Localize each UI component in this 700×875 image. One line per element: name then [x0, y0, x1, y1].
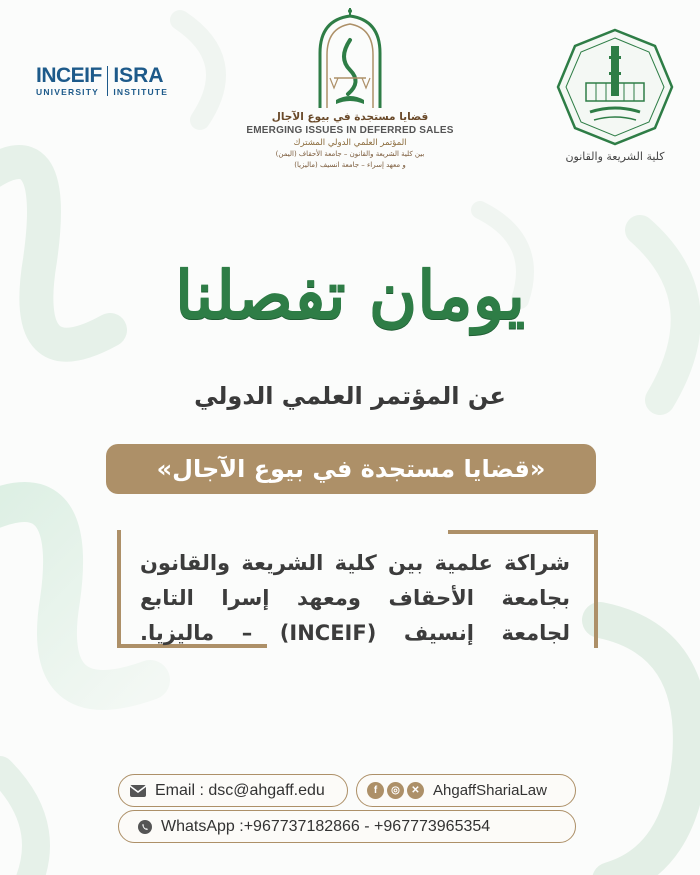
body-line-1: شراكة علمية بين كلية الشريعة والقانون	[140, 551, 570, 575]
conference-title-pill	[106, 444, 596, 494]
body-line-2: بجامعة الأحقاف ومعهد إسرا التابع	[140, 586, 570, 610]
whatsapp-text[interactable]: WhatsApp :+967737182866 - +967773965354	[161, 817, 491, 835]
subheadline: عن المؤتمر العلمي الدولي	[194, 382, 506, 410]
logo-separator	[107, 66, 109, 96]
x-icon[interactable]: ✕	[407, 782, 424, 799]
social-chip[interactable]	[356, 774, 576, 807]
frame-right	[594, 530, 598, 648]
body-line-3: لجامعة إنسيف (INCEIF) – ماليزيا.	[140, 621, 570, 645]
conference-title-ar: قضايا مستجدة في بيوع الآجال	[271, 111, 429, 123]
inceif-sub: UNIVERSITY	[36, 87, 100, 97]
conference-line-1: المؤتمر العلمي الدولي المشترك	[293, 138, 407, 148]
conference-text	[225, 110, 475, 171]
conference-line-2: بين كلية الشريعة والقانون – جامعة الأحقاف (اليمن)	[275, 150, 425, 158]
headline: يومان تفصلنا	[174, 256, 526, 334]
conference-emblem	[300, 8, 400, 116]
envelope-icon	[129, 784, 147, 798]
frame-left	[117, 530, 121, 648]
inceif-isra-logo	[36, 66, 171, 100]
frame-top	[448, 530, 598, 534]
email-text[interactable]: Email : dsc@ahgaff.edu	[155, 781, 325, 799]
conference-title-en: EMERGING ISSUES IN DEFERRED SALES	[246, 125, 454, 136]
isra-sub: INSTITUTE	[113, 87, 169, 97]
facebook-icon[interactable]: f	[367, 782, 384, 799]
pill-text: «قضايا مستجدة في بيوع الآجال»	[156, 455, 546, 483]
email-chip[interactable]	[118, 774, 348, 807]
inceif-wordmark: INCEIF	[36, 64, 102, 87]
whatsapp-chip[interactable]	[118, 810, 576, 843]
instagram-icon[interactable]: ◎	[387, 782, 404, 799]
partnership-text	[140, 546, 570, 651]
conference-line-3: و معهد إسراء – جامعة انسيف (ماليزيا)	[294, 161, 406, 169]
university-seal	[556, 28, 674, 146]
isra-wordmark: ISRA	[113, 64, 164, 87]
social-handle[interactable]: AhgaffShariaLaw	[433, 782, 547, 799]
whatsapp-icon	[137, 819, 153, 835]
faculty-name: كلية الشريعة والقانون	[565, 150, 665, 163]
